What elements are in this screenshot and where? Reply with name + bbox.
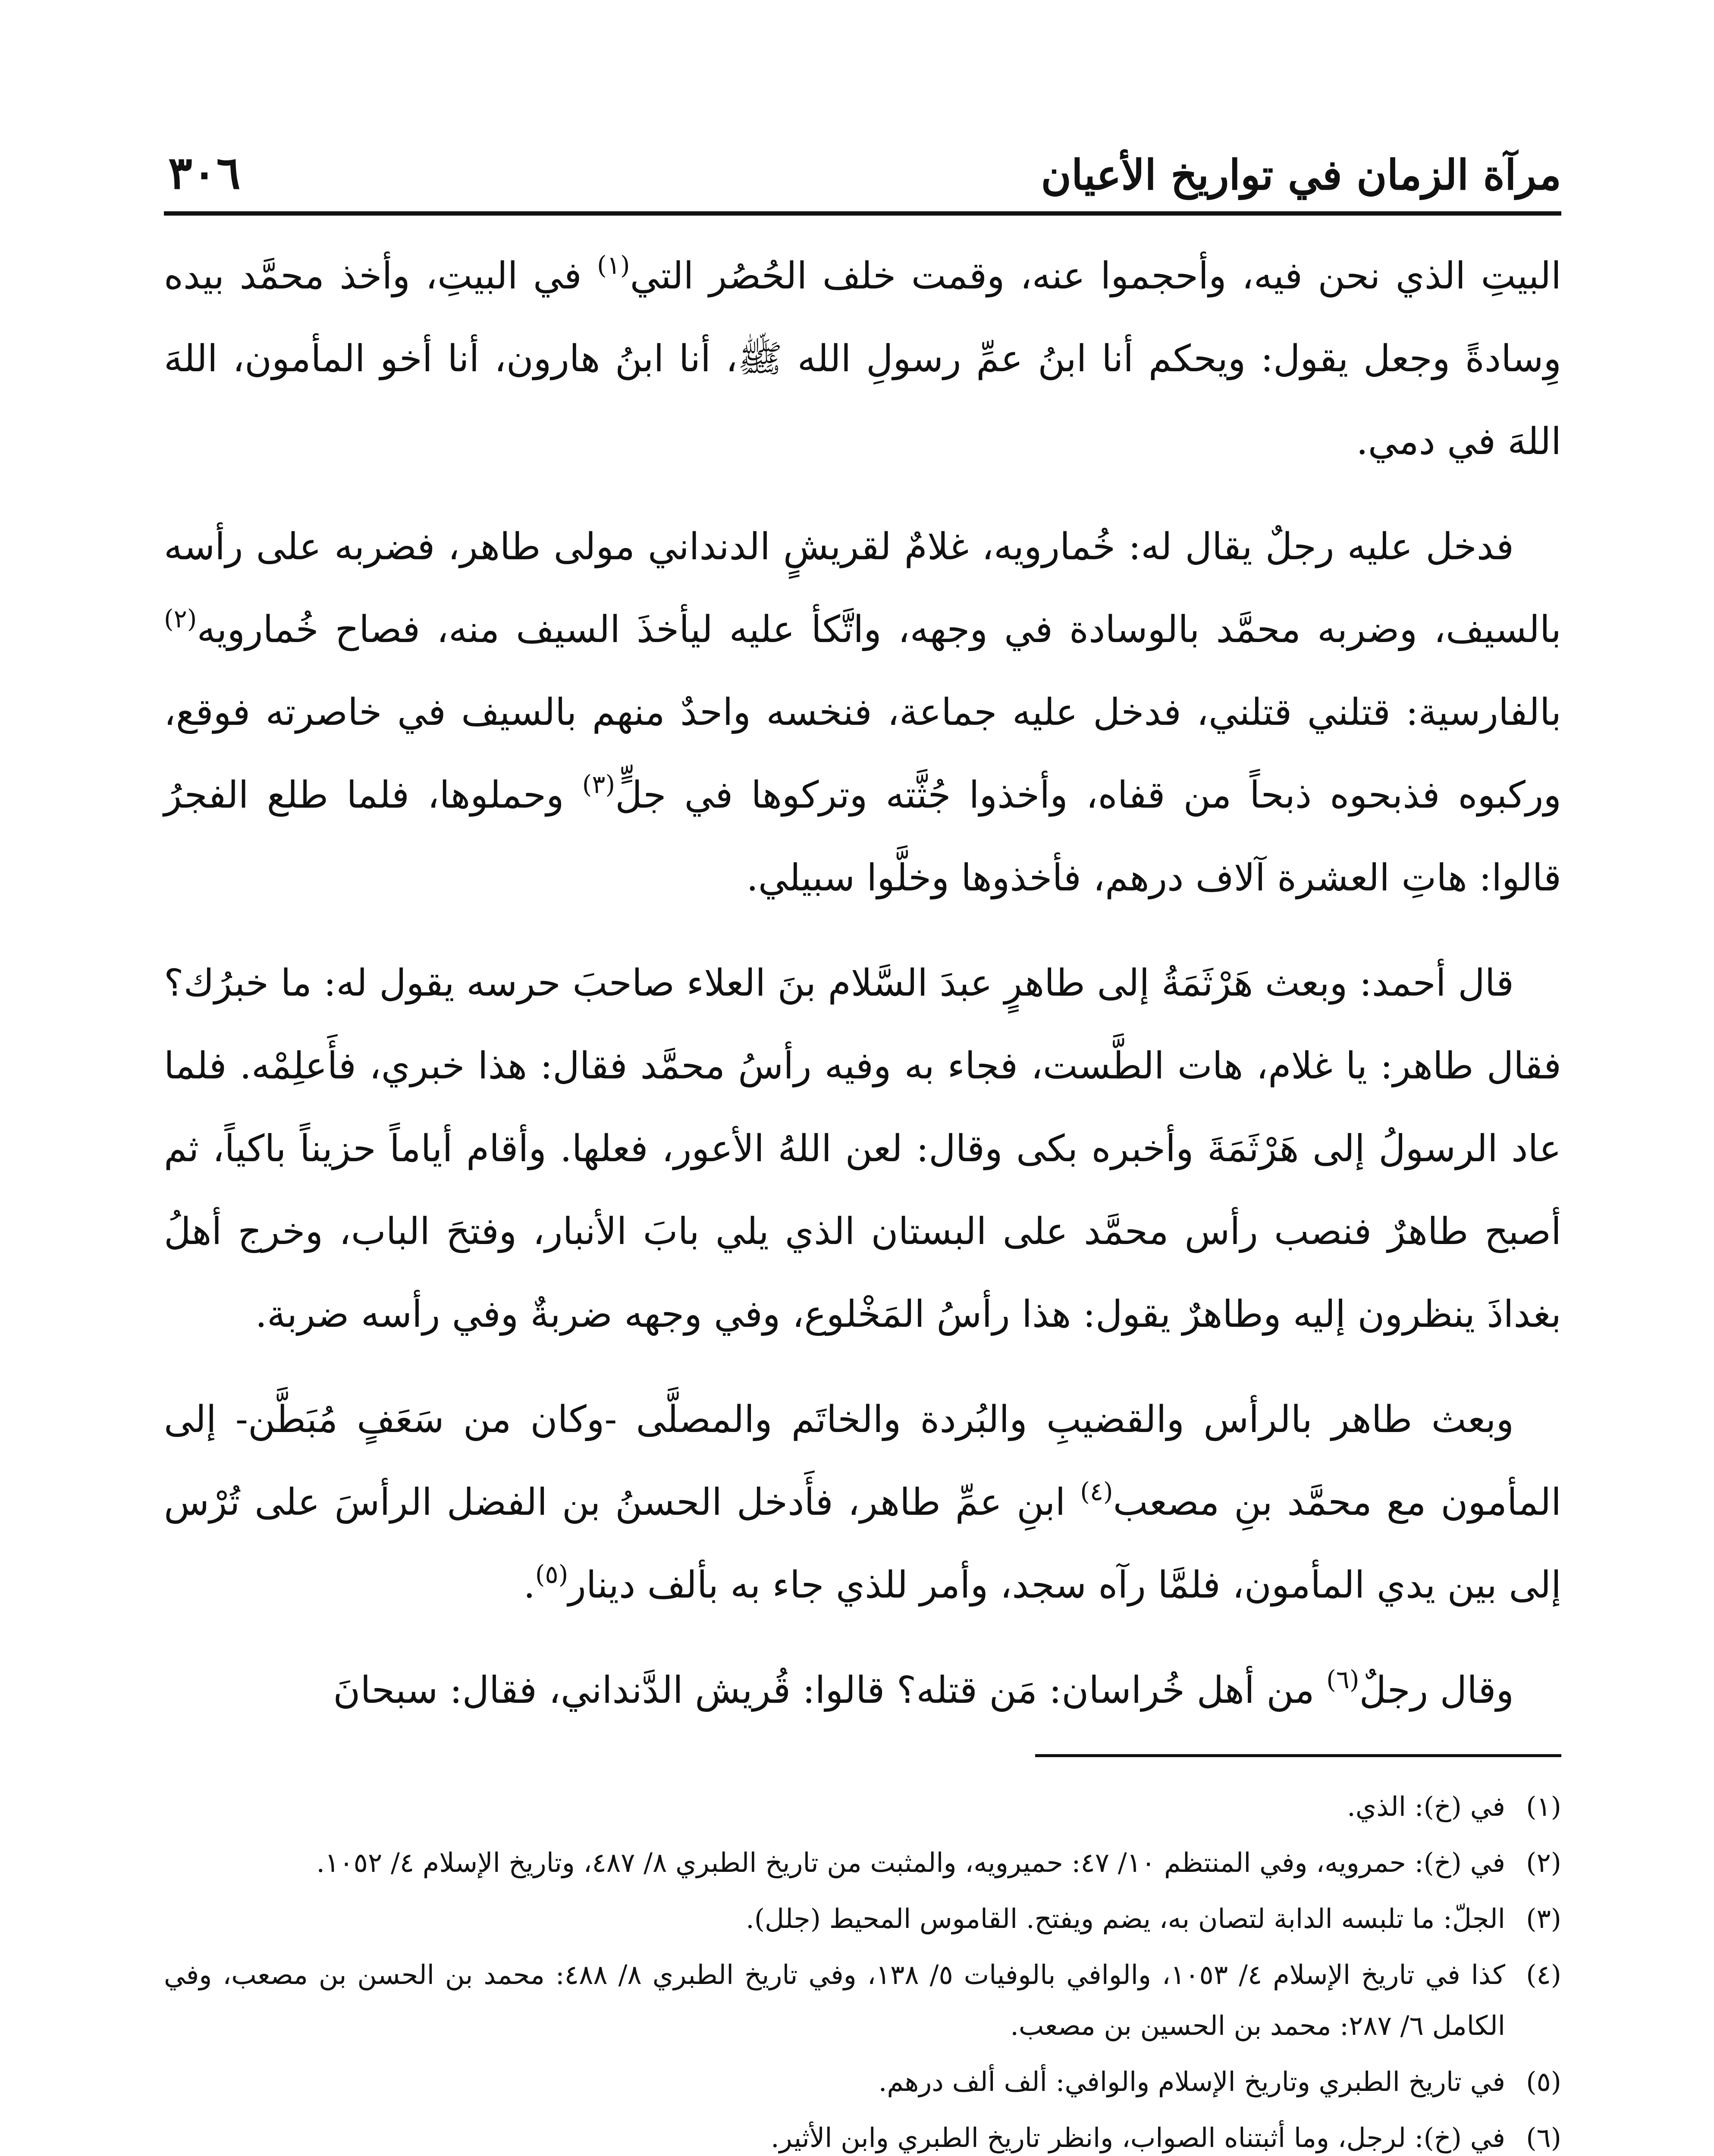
footnote-reference[interactable]: (٥): [535, 1560, 568, 1589]
footnote: [164, 1837, 1561, 1888]
page-number: ٣٠٦: [168, 146, 241, 199]
text-run: وقال رجلٌ: [1359, 1669, 1514, 1712]
text-run: البيتِ الذي نحن فيه، وأحجموا عنه، وقمت خلف الحُصُر التي: [630, 254, 1561, 298]
footnote-reference[interactable]: (١): [597, 251, 630, 280]
footnotes: [164, 1781, 1561, 2156]
paragraph: [164, 1378, 1561, 1626]
main-text: [164, 235, 1561, 1732]
book-title: مرآة الزمان في تواريخ الأعيان: [1041, 150, 1561, 199]
book-page: [164, 121, 1561, 2156]
footnote-text: في تاريخ الطبري وتاريخ الإسلام والوافي: ألف ألف درهم.: [878, 2066, 1505, 2097]
footnote-number: (٣): [1526, 1903, 1561, 1934]
footnote-text: كذا في تاريخ الإسلام ٤/ ١٠٥٣، والوافي بالوفيات ٥/ ١٣٨، وفي تاريخ الطبري ٨/ ٤٨٨: محمد بن الحسن بن مصعب، وفي الكامل ٦/ ٢٨٧: محمد بن الحسين بن مصعب.: [164, 1959, 1505, 2041]
footnote-reference[interactable]: (٦): [1326, 1665, 1359, 1694]
footnote-separator: [1035, 1754, 1561, 1757]
running-header: [164, 121, 1561, 216]
footnote-text: في (خ): الذي.: [1347, 1791, 1505, 1822]
footnote-number: (٦): [1526, 2122, 1561, 2153]
footnote: [164, 1949, 1561, 2051]
footnote-reference[interactable]: (٣): [582, 770, 615, 799]
footnote-text: في (خ): لرجل، وما أثبتناه الصواب، وانظر تاريخ الطبري وابن الأثير.: [771, 2122, 1505, 2153]
text-run: في البيتِ، وأخذ محمَّد بيده وِسادةً وجعل يقول: ويحكم أنا ابنُ عمِّ رسولِ الله ﷺ، أنا ابنُ هارون، أنا أخو المأمون، اللهَ اللهَ في دمي.: [164, 254, 1561, 463]
footnote: [164, 2056, 1561, 2107]
paragraph: [164, 942, 1561, 1356]
paragraph: [164, 1649, 1561, 1732]
text-run: فدخل عليه رجلٌ يقال له: خُمارويه، غلامٌ لقريشٍ الدنداني مولى طاهر، فضربه على رأسه بالسيف، وضربه محمَّد بالوسادة في وجهه، واتَّكأ عليه ليأخذَ السيف منه، فصاح خُمارويه: [164, 525, 1561, 651]
text-run: قال أحمد: وبعث هَرْثَمَةُ إلى طاهرٍ عبدَ السَّلام بنَ العلاء صاحبَ حرسه يقول له: ما خبرُك؟ فقال طاهر: يا غلام، هات الطَّست، فجاء به وفيه رأسُ محمَّد فقال: هذا خبري، فأَعلِمْه. فلما عاد الرسولُ إلى هَرْثَمَةَ وأخبره بكى وقال: لعن اللهُ الأعور، فعلها. وأقام أياماً حزيناً باكياً، ثم أصبح طاهرٌ فنصب رأس محمَّد على البستان الذي يلي بابَ الأنبار، وفتحَ الباب، وخرج أهلُ بغداذَ ينظرون إليه وطاهرٌ يقول: هذا رأسُ المَخْلوع، وفي وجهه ضربةٌ وفي رأسه ضربة.: [164, 962, 1561, 1336]
footnote: [164, 2112, 1561, 2156]
text-run: ابنِ عمِّ طاهر، فأَدخل الحسنُ بن الفضل الرأسَ على تُرْس إلى بين يدي المأمون، فلمَّا رآه سجد، وأمر للذي جاء به بألف دينار: [164, 1481, 1561, 1607]
footnote-number: (٢): [1526, 1847, 1561, 1878]
text-run: وبعث طاهر بالرأس والقضيبِ والبُردة والخاتَم والمصلَّى -وكان من سَعَفٍ مُبَطَّن- إلى المأمون مع محمَّد بنِ مصعب: [164, 1398, 1561, 1524]
text-run: بالفارسية: قتلني قتلني، فدخل عليه جماعة، فنخسه واحدٌ منهم بالسيف في خاصرته فوقع، وركبوه فذبحوه ذبحاً من قفاه، وأخذوا جُثَّته وتركوها في جلٍّ: [164, 691, 1561, 817]
footnote-reference[interactable]: (٤): [1080, 1477, 1113, 1506]
footnote-text: الجلّ: ما تلبسه الدابة لتصان به، يضم ويفتح. القاموس المحيط (جلل).: [746, 1903, 1505, 1934]
paragraph: [164, 235, 1561, 483]
footnote: [164, 1893, 1561, 1944]
text-run: وحملوها، فلما طلع الفجرُ قالوا: هاتِ العشرة آلاف درهم، فأخذوها وخلَّوا سبيلي.: [164, 774, 1561, 899]
paragraph: [164, 505, 1561, 919]
footnote-number: (٤): [1526, 1959, 1561, 1990]
text-run: من أهل خُراسان: مَن قتله؟ قالوا: قُريش الدَّنداني، فقال: سبحانَ: [333, 1669, 1327, 1712]
footnote-number: (١): [1526, 1791, 1561, 1822]
footnote-reference[interactable]: (٢): [164, 604, 197, 633]
footnote-text: في (خ): حمرويه، وفي المنتظم ١٠/ ٤٧: حميرويه، والمثبت من تاريخ الطبري ٨/ ٤٨٧، وتاريخ الإسلام ٤/ ١٠٥٢.: [316, 1847, 1505, 1878]
text-run: .: [523, 1564, 535, 1607]
footnote: [164, 1781, 1561, 1832]
footnote-number: (٥): [1526, 2066, 1561, 2097]
